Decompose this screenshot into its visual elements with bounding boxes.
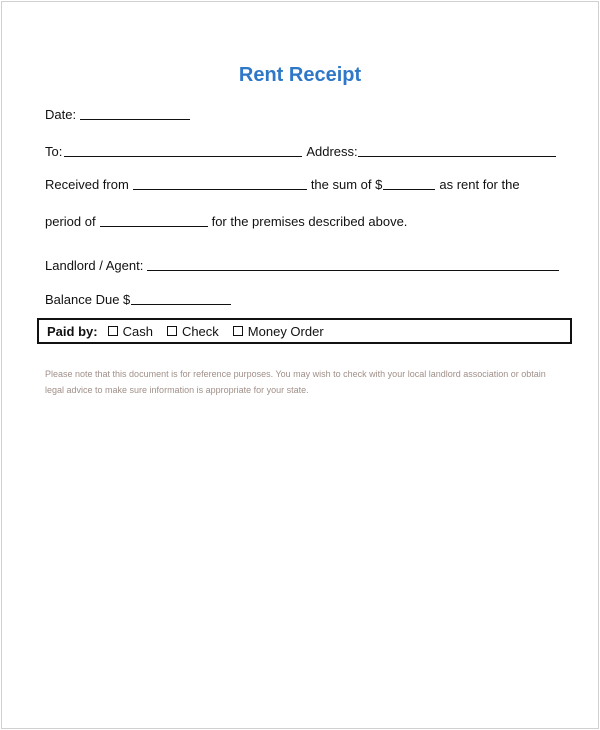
received-from-label: Received from (45, 177, 129, 192)
checkbox-icon[interactable] (108, 326, 118, 336)
received-from-field[interactable] (133, 177, 307, 190)
period-of-label: period of (45, 214, 96, 229)
period-field[interactable] (100, 214, 208, 227)
period-row (45, 214, 407, 229)
date-label: Date: (45, 107, 77, 122)
cash-option[interactable] (108, 324, 153, 339)
received-row (45, 177, 520, 192)
address-label: Address: (306, 144, 358, 159)
paid-by-box (37, 318, 572, 344)
page-title: Rent Receipt (238, 64, 362, 86)
money-order-label: Money Order (247, 323, 324, 339)
balance-label: Balance Due $ (45, 292, 131, 307)
checkbox-icon[interactable] (167, 326, 177, 336)
balance-field[interactable] (131, 292, 231, 305)
landlord-row (45, 258, 563, 273)
as-rent-label: as rent for the (439, 177, 520, 192)
cash-label: Cash (122, 323, 153, 339)
landlord-field[interactable] (147, 258, 559, 271)
money-order-option[interactable] (233, 324, 324, 339)
to-field[interactable] (64, 144, 302, 157)
premises-label: for the premises described above. (211, 214, 408, 229)
date-row (45, 107, 194, 122)
checkbox-icon[interactable] (233, 326, 243, 336)
disclaimer-note: Please note that this document is for reference purposes. You may wish to check with your local landlord association or obtain legal advice to make sure information is appropriate for your state. (45, 369, 546, 395)
check-option[interactable] (167, 324, 219, 339)
check-label: Check (181, 323, 219, 339)
paid-by-label: Paid by: (47, 323, 98, 339)
landlord-label: Landlord / Agent: (45, 258, 144, 273)
balance-row (45, 292, 235, 307)
address-field[interactable] (358, 144, 556, 157)
date-field[interactable] (80, 107, 190, 120)
sum-field[interactable] (383, 177, 435, 190)
to-row (45, 144, 560, 159)
to-label: To: (45, 144, 63, 159)
sum-of-label: the sum of $ (310, 177, 383, 192)
